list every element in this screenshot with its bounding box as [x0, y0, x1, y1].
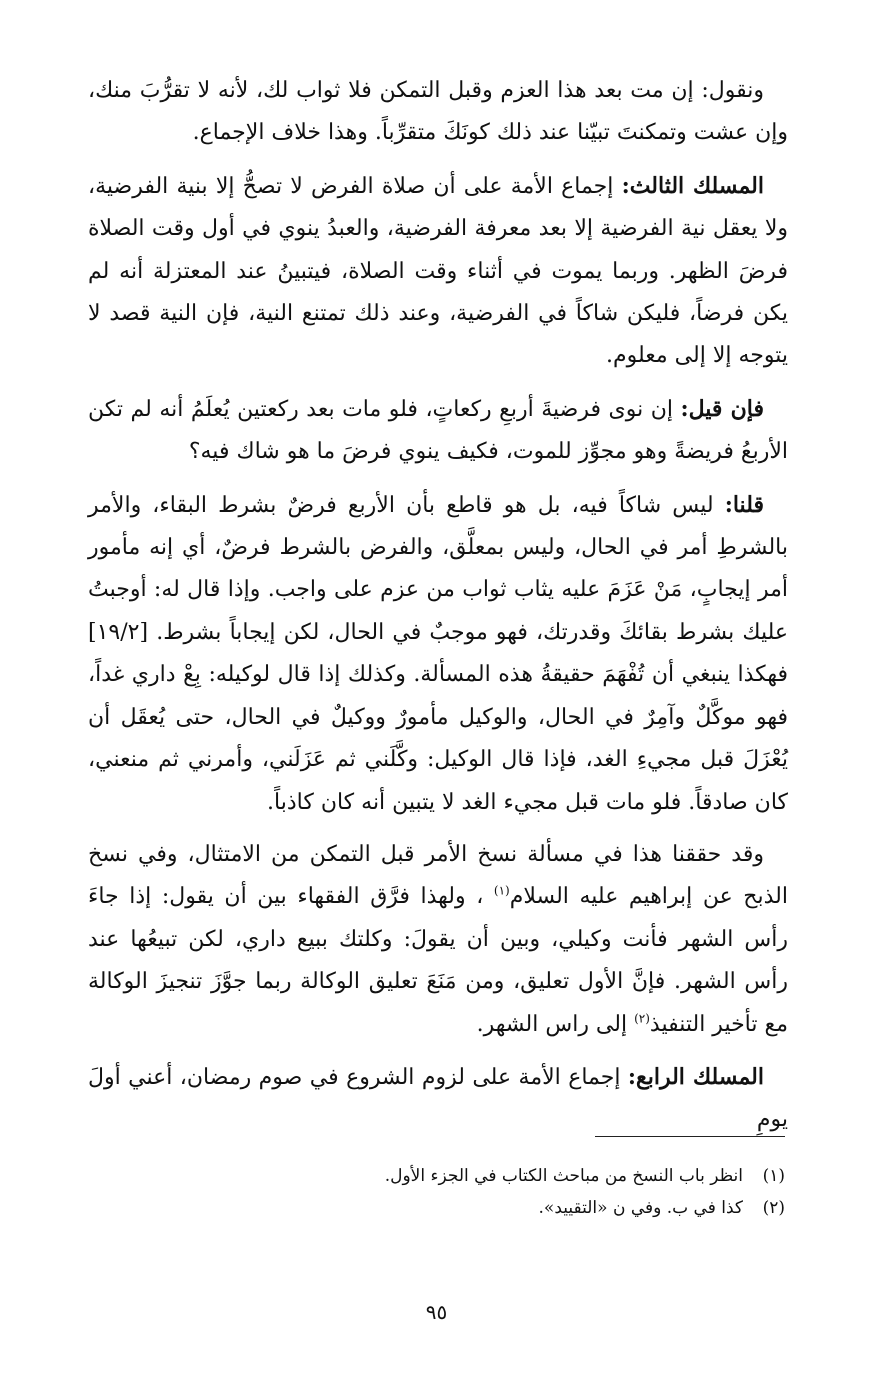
paragraph-1-text: ونقول: إن مت بعد هذا العزم وقبل التمكن فلا ثواب لك، لأنه لا تقرُّبَ منك، وإن عشت وتمكنتَ تبيّنا عند ذلك كونَكَ متقرِّباً. وهذا خلاف الإجماع. — [88, 78, 788, 146]
footnote-1 — [85, 1160, 785, 1192]
footnote-marker-2[interactable]: (٢) — [634, 1011, 650, 1026]
paragraph-4-lead: قلنا: — [724, 491, 764, 518]
footnote-2 — [85, 1192, 785, 1224]
paragraph-3 — [88, 388, 788, 474]
paragraph-5 — [88, 834, 788, 1046]
paragraph-3-lead: فإن قيل: — [680, 395, 764, 422]
paragraph-1 — [88, 70, 788, 155]
paragraph-6-lead: المسلك الرابع: — [627, 1063, 764, 1090]
footnote-divider — [595, 1136, 785, 1137]
paragraph-6 — [88, 1056, 788, 1142]
paragraph-5-text-start: وقد حققنا هذا في مسألة نسخ الأمر قبل التمكن من الامتثال، وفي نسخ الذبح عن إبراهيم عليه السلام — [88, 841, 788, 910]
paragraph-2-lead: المسلك الثالث: — [621, 172, 764, 199]
paragraph-5-text-end: إلى راس الشهر. — [476, 1011, 635, 1037]
footnotes — [85, 1160, 785, 1224]
paragraph-6-text: إجماع الأمة على لزوم الشروع في صوم رمضان، أعني أولَ يومِ — [88, 1064, 788, 1133]
paragraph-4-text: ليس شاكاً فيه، بل هو قاطع بأن الأربع فرضٌ بشرط البقاء، والأمر بالشرطِ أمر في الحال، وليس بمعلَّق، والفرض بالشرط فرضٌ، أي إنه مأمور أمر إيجابٍ، مَنْ عَزَمَ عليه يثاب ثواب من عزم على واجب. وإذا قال له: أوجبتُ عليك بشرط بقائكَ وقدرتك، فهو موجبٌ في الحال، لكن إيجاباً بشرط. [١٩/٢] فهكذا ينبغي أن تُفْهَمَ حقيقةُ هذه المسألة. وكذلك إذا قال لوكيله: بِعْ داري غداً، فهو موكَّلٌ وآمِرٌ في الحال، والوكيل مأمورٌ ووكيلٌ في الحال، حتى يُعقَل أن يُعْزَلَ قبل مجيءِ الغد، فإذا قال الوكيل: وكَّلَني ثم عَزَلَني، وأمرني ثم منعني، كان صادقاً. فلو مات قبل مجيء الغد لا يتبين أنه كان كاذباً. — [88, 492, 788, 815]
paragraph-3-text: إن نوى فرضيةَ أربعِ ركعاتٍ، فلو مات بعد ركعتين يُعلَمُ أنه لم تكن الأربعُ فريضةً وهو مجوِّز للموت، فكيف ينوي فرضَ ما هو شاك فيه؟ — [88, 396, 788, 465]
paragraph-5-text-middle: ، ولهذا فرَّق الفقهاء بين أن يقول: إذا جاءَ رأس الشهر فأنت وكيلي، وبين أن يقولَ: وكلتك ببيع داري، لكن تبيعُها عند رأس الشهر. فإنَّ الأول تعليق، ومن مَنَعَ تعليق الوكالة ربما جوَّزَ تنجيزَ الوكالة مع تأخير التنفيذ — [88, 884, 788, 1037]
main-text — [88, 70, 788, 1146]
paragraph-4 — [88, 484, 788, 824]
paragraph-2 — [88, 165, 788, 378]
paragraph-2-text: إجماع الأمة على أن صلاة الفرض لا تصحُّ إلا بنية الفرضية، ولا يعقل نية الفرضية إلا بعد معرفة الفرضية، والعبدُ ينوي في أول وقت الصلاة فرضَ الظهر. وربما يموت في أثناء وقت الصلاة، فيتبينُ عند المعتزلة أنه لم يكن فرضاً، فليكن شاكاً في الفرضية، وعند ذلك تمتنع النية، فإن النية قصد لا يتوجه إلا إلى معلوم. — [88, 173, 788, 369]
footnote-2-number: (٢) — [762, 1198, 785, 1218]
footnote-1-number: (١) — [762, 1166, 785, 1186]
footnote-2-text: كذا في ب. وفي ن «التقييد». — [538, 1198, 743, 1218]
footnote-marker-1[interactable]: (١) — [493, 883, 510, 898]
footnote-1-text: انظر باب النسخ من مباحث الكتاب في الجزء الأول. — [384, 1166, 743, 1186]
page-number: ٩٥ — [425, 1300, 448, 1324]
